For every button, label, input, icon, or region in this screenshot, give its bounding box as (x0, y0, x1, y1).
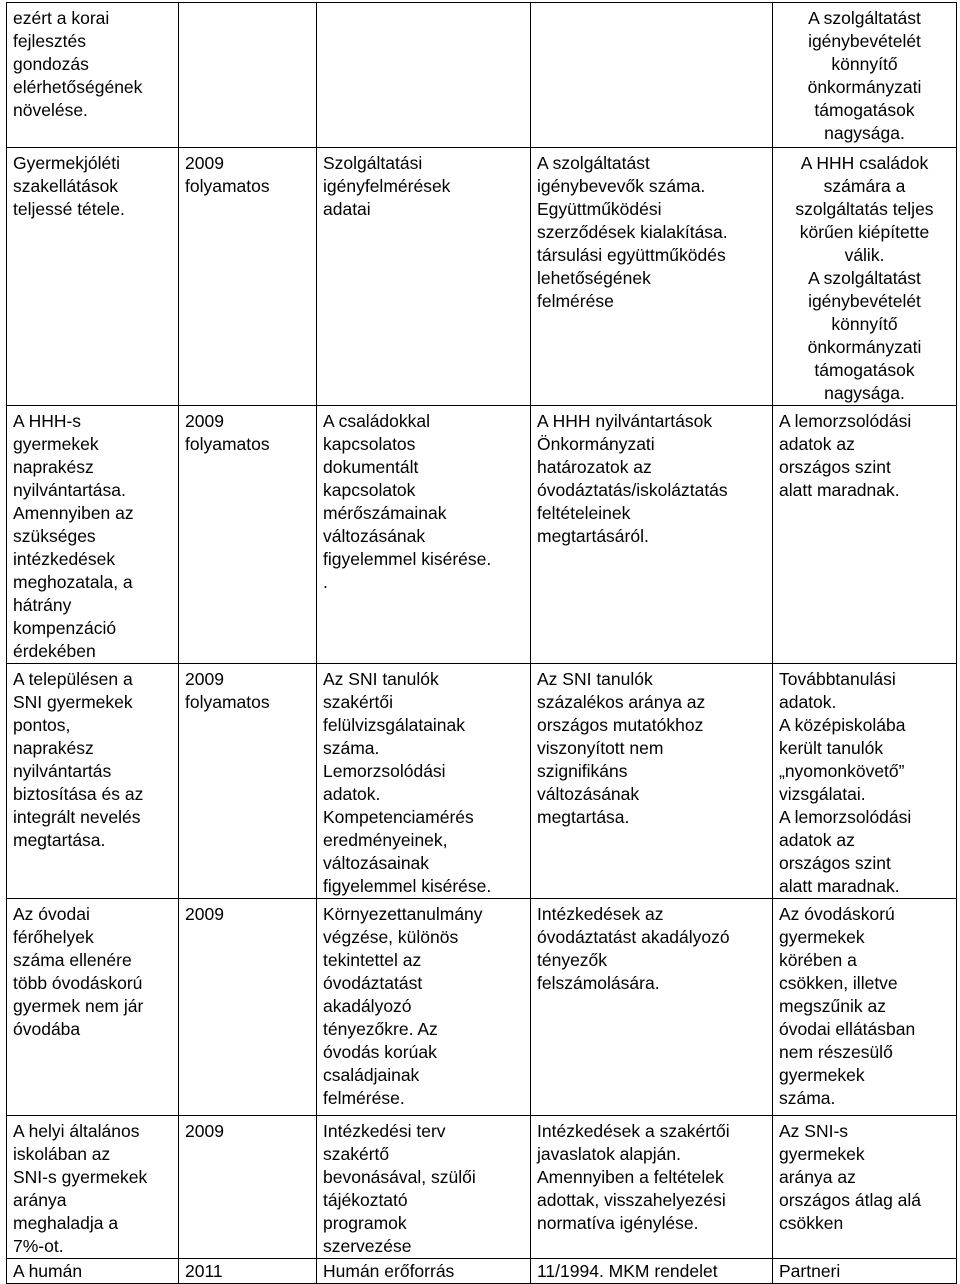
target-cell: A lemorzsolódási adatok az országos szint alatt maradnak. (773, 406, 957, 664)
result-cell: Intézkedések az óvodáztatást akadályozó tényezők felszámolására. (531, 899, 773, 1116)
indicator-cell: Szolgáltatási igényfelmérések adatai (317, 148, 531, 406)
result-cell: Az SNI tanulók százalékos aránya az országos mutatókhoz viszonyított nem szignifikáns változásának megtartása. (531, 664, 773, 899)
target-cell: Továbbtanulási adatok. A középiskolába került tanulók „nyomonkövető” vizsgálatai. A lemorzsolódási adatok az országos szint alatt maradnak. (773, 664, 957, 899)
goal-cell: Az óvodai férőhelyek száma ellenére több óvodáskorú gyermek nem jár óvodába (7, 899, 179, 1116)
table-row (7, 1259, 957, 1284)
table-row (7, 899, 957, 1116)
table-row (7, 664, 957, 899)
result-cell (531, 3, 773, 148)
measures-table (6, 2, 957, 1284)
deadline-cell: 2009 folyamatos (179, 664, 317, 899)
deadline-cell: 2009 folyamatos (179, 148, 317, 406)
table-row (7, 148, 957, 406)
target-cell: A szolgáltatást igénybevételét könnyítő önkormányzati támogatások nagysága. (773, 3, 957, 148)
table-row (7, 1116, 957, 1259)
indicator-cell: Az SNI tanulók szakértői felülvizsgálatainak száma. Lemorzsolódási adatok. Kompetenciamérés eredményeinek, változásainak figyelemmel kisérése. (317, 664, 531, 899)
result-cell: A szolgáltatást igénybevevők száma. Együttműködési szerződések kialakítása. társulási együttműködés lehetőségének felmérése (531, 148, 773, 406)
target-cell: A HHH családok számára a szolgáltatás teljes körűen kiépítette válik. A szolgáltatást igénybevételét könnyítő önkormányzati támogatások nagysága. (773, 148, 957, 406)
goal-cell: Gyermekjóléti szakellátások teljessé tétele. (7, 148, 179, 406)
deadline-cell: 2009 (179, 899, 317, 1116)
indicator-cell: A családokkal kapcsolatos dokumentált kapcsolatok mérőszámainak változásának figyelemmel kisérése. . (317, 406, 531, 664)
indicator-cell: Humán erőforrás (317, 1259, 531, 1284)
result-cell: 11/1994. MKM rendelet (531, 1259, 773, 1284)
indicator-cell: Intézkedési terv szakértő bevonásával, szülői tájékoztató programok szervezése (317, 1116, 531, 1259)
goal-cell: A helyi általános iskolában az SNI-s gyermekek aránya meghaladja a 7%-ot. (7, 1116, 179, 1259)
indicator-cell (317, 3, 531, 148)
target-cell: Partneri (773, 1259, 957, 1284)
table-row (7, 406, 957, 664)
goal-cell: ezért a korai fejlesztés gondozás elérhetőségének növelése. (7, 3, 179, 148)
deadline-cell (179, 3, 317, 148)
indicator-cell: Környezettanulmány végzése, különös tekintettel az óvodáztatást akadályozó tényezőkre. Az óvodás korúak családjainak felmérése. (317, 899, 531, 1116)
deadline-cell: 2009 (179, 1116, 317, 1259)
goal-cell: A humán (7, 1259, 179, 1284)
target-cell: Az óvodáskorú gyermekek körében a csökken, illetve megszűnik az óvodai ellátásban nem részesülő gyermekek száma. (773, 899, 957, 1116)
deadline-cell: 2011 (179, 1259, 317, 1284)
result-cell: Intézkedések a szakértői javaslatok alapján. Amennyiben a feltételek adottak, visszahelyezési normatíva igénylése. (531, 1116, 773, 1259)
deadline-cell: 2009 folyamatos (179, 406, 317, 664)
goal-cell: A településen a SNI gyermekek pontos, naprakész nyilvántartás biztosítása és az integrált nevelés megtartása. (7, 664, 179, 899)
result-cell: A HHH nyilvántartások Önkormányzati határozatok az óvodáztatás/iskoláztatás feltételeinek megtartásáról. (531, 406, 773, 664)
goal-cell: A HHH-s gyermekek naprakész nyilvántartása. Amennyiben az szükséges intézkedések meghozatala, a hátrány kompenzáció érdekében (7, 406, 179, 664)
table-row (7, 3, 957, 148)
target-cell: Az SNI-s gyermekek aránya az országos átlag alá csökken (773, 1116, 957, 1259)
